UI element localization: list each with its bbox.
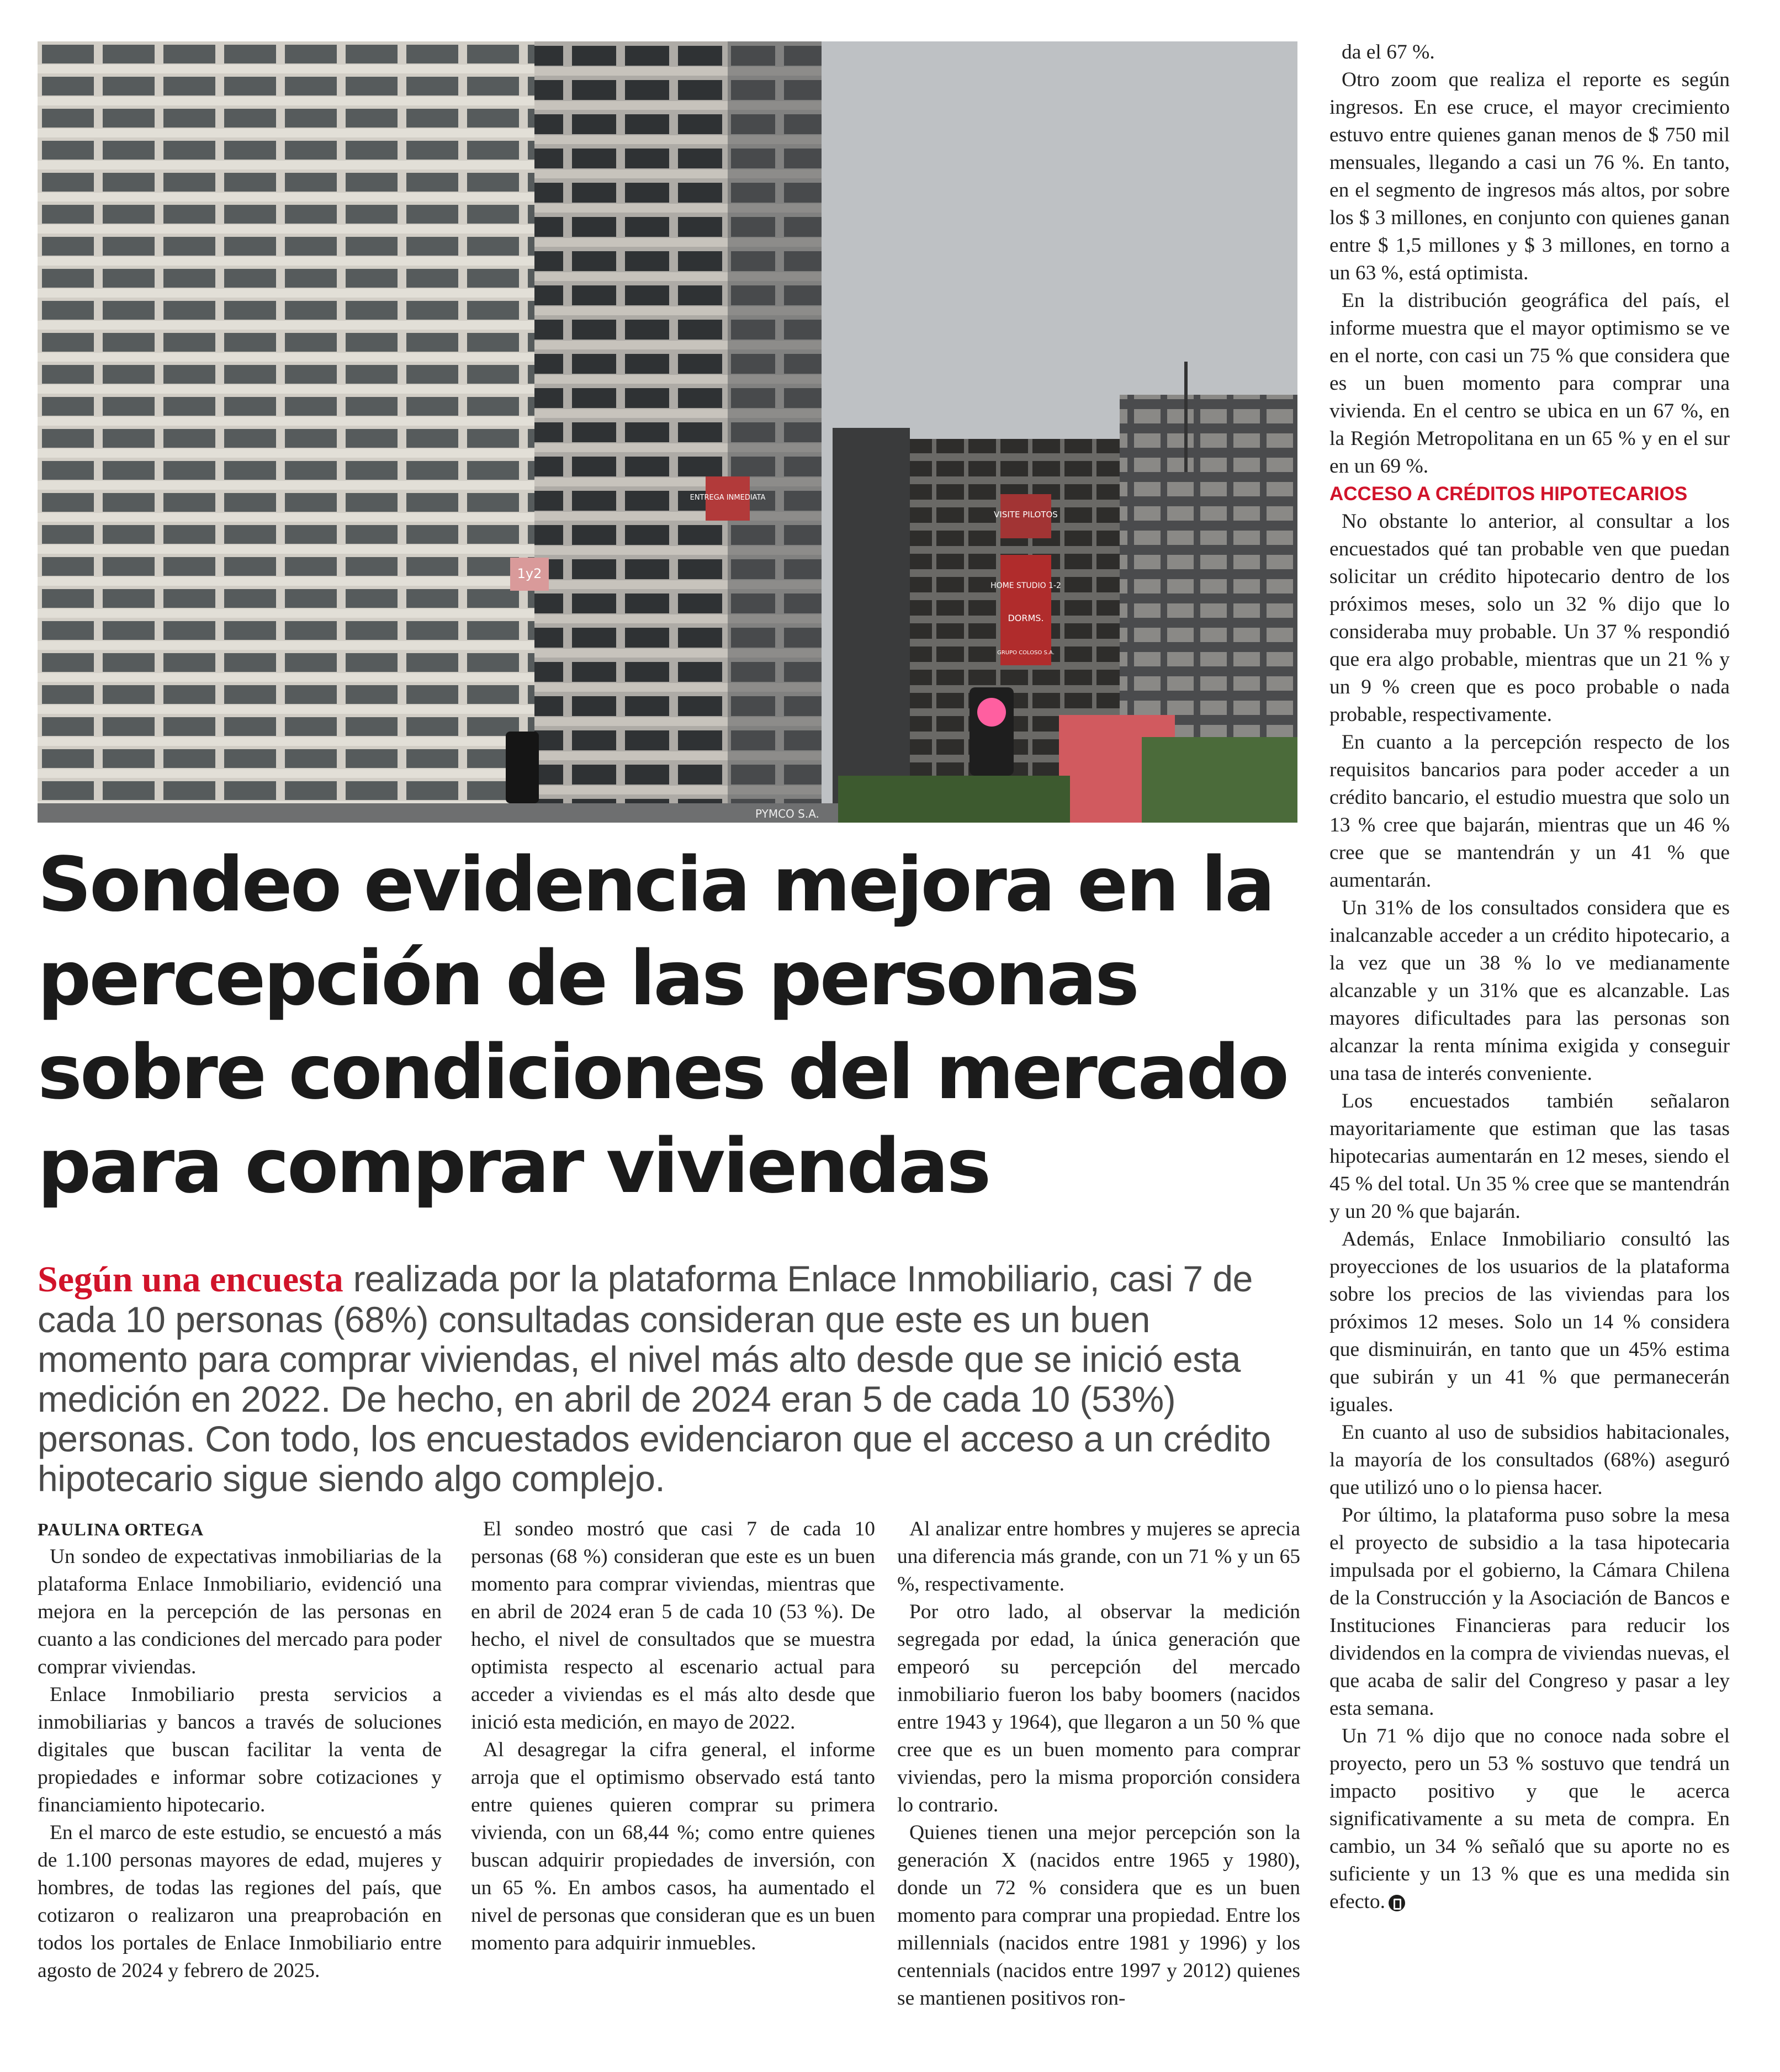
final-paragraph-text: Un 71 % dijo que no conoce nada sobre el proyecto, pero un 53 % sostuvo que tendrá un impacto positivo y que le acerca significativamente a su meta de compra. En cambio, un 34 % señaló que su aporte no es suficiente y un 13 % que es una medida sin efecto. (1329, 1725, 1730, 1913)
paragraph: En el marco de este estudio, se encuestó a más de 1.100 personas mayores de edad, mujeres y hombres, de todas las regiones del país, que cotizaron o realizaron una preaprobación en todos los portales de Enlace Inmobiliario entre agosto de 2024 y febrero de 2025. (38, 1821, 442, 1982)
body-column-1 (38, 1515, 442, 1985)
byline: PAULINA ORTEGA (38, 1519, 204, 1539)
paragraph: Un sondeo de expectativas inmobiliarias de la plataforma Enlace Inmobiliario, evidenció una mejora en la percepción de las personas en cuanto a las condiciones del mercado para poder comprar viviendas. (38, 1545, 442, 1678)
photo-sign-1y2: 1y2 (517, 566, 542, 581)
photo-sign-grupo: GRUPO COLOSO S.A. (997, 650, 1055, 656)
headline: Sondeo evidencia mejora en la percepción de las personas sobre condiciones del mercado para comprar viviendas (38, 841, 1288, 1210)
photo-sign-dorms: DORMS. (1008, 613, 1044, 623)
paragraph: No obstante lo anterior, al consultar a los encuestados qué tan probable ven que puedan solicitar un crédito hipotecario dentro de los próximos meses, solo un 32 % dijo que lo consideraba muy probable. Un 37 % respondió que era algo probable, mientras que un 21 % y un 9 % creen que es poco probable o nada probable, respectivamente. (1329, 510, 1730, 726)
paragraph: Al analizar entre hombres y mujeres se aprecia una diferencia más grande, con un 71 % y un 65 %, respectivamente. (897, 1518, 1300, 1596)
paragraph: El sondeo mostró que casi 7 de cada 10 personas (68 %) consideran que este es un buen momento para comprar viviendas, mientras que en abril de 2024 eran 5 de cada 10 (53 %). De hecho, el nivel de consultados que se muestra optimista respecto al escenario actual para acceder a viviendas es el más alto desde que inició esta medición, en mayo de 2022. (471, 1518, 875, 1734)
paragraph: Por último, la plataforma puso sobre la mesa el proyecto de subsidio a la tasa hipotecaria impulsada por el gobierno, la Cámara Chilena de la Construcción y la Asociación de Bancos e Instituciones Financieras para reducir los dividendos en la compra de viviendas nuevas, el que acaba de salir del Congreso y pasar a ley esta semana. (1329, 1504, 1730, 1720)
photo-sign-pymco: PYMCO S.A. (755, 807, 819, 820)
article-photo (38, 41, 1297, 823)
paragraph: Por otro lado, al observar la medición segregada por edad, la única generación que empeoró su percepción del mercado inmobiliario fueron los baby boomers (nacidos entre 1943 y 1964), que llegaron a un 50 % que cree que es un buen momento para comprar viviendas, pero la misma proporción considera lo contrario. (897, 1601, 1300, 1816)
photo-sign-home-studio: HOME STUDIO 1-2 (990, 581, 1061, 590)
lead-text: realizada por la plataforma Enlace Inmobiliario, casi 7 de cada 10 personas (68%) consultadas consideran que este es un buen momento para comprar viviendas, el nivel más alto desde que se inició esta medición en 2022. De hecho, en abril de 2024 eran 5 de cada 10 (53%) personas. Con todo, los encuestados evidenciaron que el acceso a un crédito hipotecario sigue siendo algo complejo. (38, 1258, 1271, 1499)
paragraph: Otro zoom que realiza el reporte es según ingresos. En ese cruce, el mayor crecimiento estuvo entre quienes ganan menos de $ 750 mil mensuales, llegando a casi un 76 %. En tanto, en el segmento de ingresos más altos, por sobre los $ 3 millones, en conjunto con quienes ganan entre $ 1,5 millones y $ 3 millones, en torno a un 63 %, está optimista. (1329, 68, 1730, 284)
paragraph: En cuanto al uso de subsidios habitacionales, la mayoría de los consultados (68%) aseguró que utilizó uno o lo piensa hacer. (1329, 1421, 1730, 1499)
section-subhead: ACCESO A CRÉDITOS HIPOTECARIOS (1329, 483, 1688, 505)
photo-sign-entrega: ENTREGA INMEDIATA (690, 494, 766, 502)
final-paragraph (1329, 1723, 1730, 1916)
body-column-3 (897, 1515, 1300, 2012)
paragraph: Quienes tienen una mejor percepción son la generación X (nacidos entre 1965 y 1980), donde un 72 % considera que es un buen momento para comprar una propiedad. Entre los millennials (nacidos entre 1981 y 1996) y los centennials (nacidos entre 1997 y 2012) quienes se mantienen positivos ron- (897, 1821, 1300, 2010)
end-mark-icon (1389, 1895, 1405, 1911)
paragraph: En la distribución geográfica del país, el informe muestra que el mayor optimismo se ve en el norte, con casi un 75 % que considera que es un buen momento para comprar una vivienda. En el centro se ubica en un 67 %, en la Región Metropolitana en un 65 % y en el sur en un 69 %. (1329, 289, 1730, 478)
lead-kicker: Según una encuesta (38, 1259, 343, 1300)
body-column-2 (471, 1515, 875, 1957)
paragraph: Los encuestados también señalaron mayoritariamente que estiman que las tasas hipotecarias aumentarán en 12 meses, siendo el 45 % del total. Un 35 % cree que se mantendrán y un 20 % que bajarán. (1329, 1090, 1730, 1223)
paragraph: Un 31% de los consultados considera que es inalcanzable acceder a un crédito hipotecario, a la vez que un 38 % lo ve medianamente alcanzable y un 31% que es alcanzable. Las mayores dificultades para las personas son alcanzar la renta mínima exigida y conseguir una tasa de interés conveniente. (1329, 897, 1730, 1085)
lead-paragraph (38, 1259, 1291, 1498)
body-column-4 (1329, 39, 1730, 1916)
photo-sign-visite: VISITE PILOTOS (994, 510, 1058, 520)
paragraph: Además, Enlace Inmobiliario consultó las proyecciones de los usuarios de la plataforma sobre los precios de las viviendas para los próximos 12 meses. Solo un 14 % considera que disminuirán, en tanto que un 45% estima que subirán y un 41 % que permanecerán iguales. (1329, 1228, 1730, 1416)
paragraph: En cuanto a la percepción respecto de los requisitos bancarios para poder acceder a un crédito bancario, el estudio muestra que solo un 13 % cree que bajarán, mientras que un 46 % cree que se mantendrán y un 41 % que aumentarán. (1329, 731, 1730, 892)
paragraph: Enlace Inmobiliario presta servicios a inmobiliarias y bancos a través de soluciones digitales que buscan facilitar la venta de propiedades e informar sobre cotizaciones y financiamiento hipotecario. (38, 1683, 442, 1816)
paragraph: Al desagregar la cifra general, el informe arroja que el optimismo observado está tanto entre quienes quieren comprar su primera vivienda, con un 68,44 %; como entre quienes buscan adquirir propiedades de inversión, con un 65 %. En ambos casos, ha aumentado el nivel de personas que consideran que es un buen momento para adquirir inmuebles. (471, 1739, 875, 1954)
paragraph: da el 67 %. (1342, 41, 1435, 63)
